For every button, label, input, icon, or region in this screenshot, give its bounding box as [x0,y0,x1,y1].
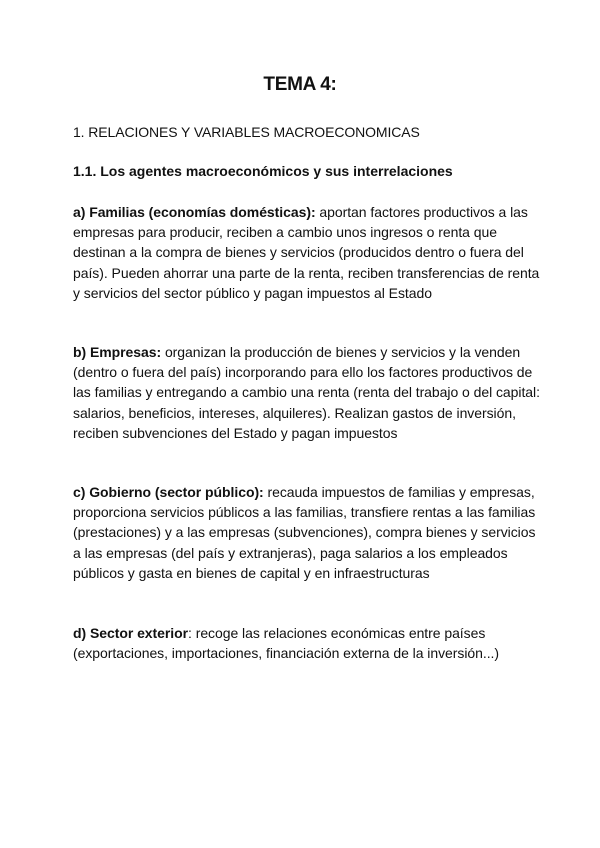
paragraph-lead: a) Familias (economías domésticas): [73,204,316,220]
paragraph-lead: d) Sector exterior [73,625,189,641]
paragraph-sector-exterior [73,623,543,663]
paragraph-gobierno [73,482,543,583]
paragraph-empresas [73,342,543,443]
paragraph-body: aportan factores productivos a las empresas para producir, reciben a cambio unos ingresos o renta que destinan a la compra de bienes y servicios (producidos dentro o fuera del país). Pueden ahorrar una parte de la renta, reciben transferencias de renta y servicios del sector público y pagan impuestos al Estado [73,204,540,301]
paragraph-lead: c) Gobierno (sector público): [73,484,264,500]
subsection-heading: 1.1. Los agentes macroeconómicos y sus interrelaciones [73,163,453,179]
paragraph-body: recauda impuestos de familias y empresas, proporciona servicios públicos a las familias, transfiere rentas a las familias (prestaciones) y a las empresas (subvenciones), compra bienes y servicios a las empresas (del país y extranjeras), paga salarios a los empleados públicos y gasta en bienes de capital y en infraestructuras [73,484,536,581]
paragraph-lead: b) Empresas: [73,344,162,360]
section-heading: 1. RELACIONES Y VARIABLES MACROECONOMICAS [73,124,420,140]
paragraph-body: : recoge las relaciones económicas entre países (exportaciones, importaciones, financiación externa de la inversión...) [73,625,500,662]
paragraph-body: organizan la producción de bienes y servicios y la venden (dentro o fuera del país) incorporando para ello los factores productivos de las familias y entregando a cambio una renta (renta del trabajo o del capital: salarios, beneficios, intereses, alquileres). Realizan gastos de inversión, reciben subvenciones del Estado y pagan impuestos [73,344,540,441]
paragraph-familias [73,202,543,303]
document-title: TEMA 4: [263,74,337,95]
